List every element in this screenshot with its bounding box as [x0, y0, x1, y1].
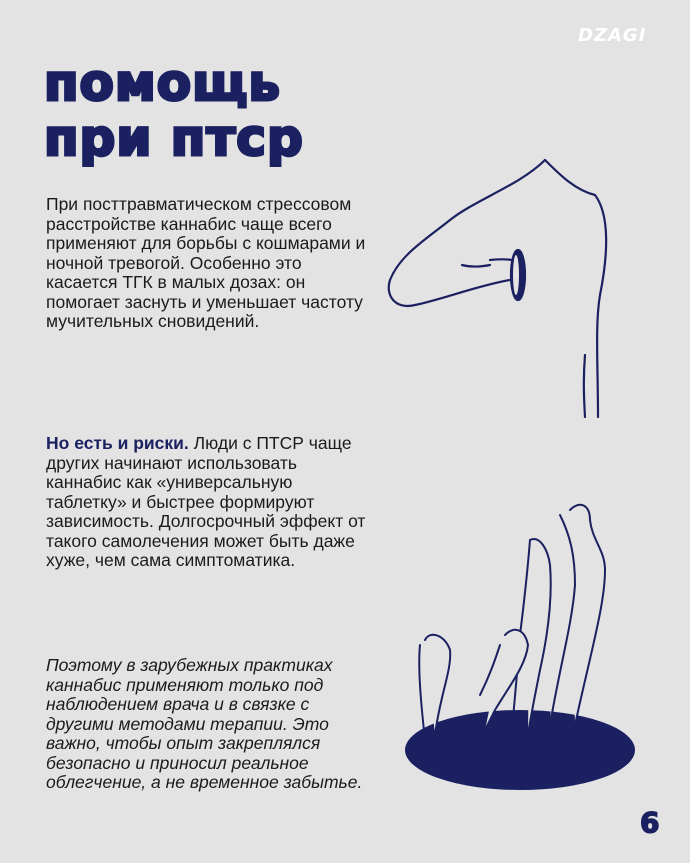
arm-illustration	[380, 155, 680, 435]
paragraph-conclusion: Поэтому в зарубежных практиках каннабис применяют только под наблюдением врача и в связке с другими методами терапии. Это важно, чтобы опыт закреплялся безопасно и приносил реальное облегчение, а не временное забытье.	[46, 655, 363, 792]
risks-text: Люди с ПТСР чаще других начинают использовать каннабис как «универсальную таблетку» и быстрее формируют зависимость. Долгосрочный эффект от такого самолечения может быть даже хуже, чем сама симптоматика.	[46, 433, 366, 570]
title-line-2: при птср	[44, 109, 304, 167]
risks-highlight: Но есть и риски.	[46, 433, 189, 453]
title-line-1: помощь	[44, 54, 282, 112]
brand-logo: DZAGI	[578, 25, 647, 46]
page-title	[44, 56, 304, 166]
page-number: 6	[640, 806, 660, 839]
legs-hands-illustration	[400, 495, 690, 805]
paragraph-risks	[46, 434, 376, 571]
paragraph-intro: При посттравматическом стрессовом расстройстве каннабис чаще всего применяют для борьбы с кошмарами и ночной тревогой. Особенно это касается ТГК в малых дозах: он помогает заснуть и уменьшает частоту мучительных сновидений.	[46, 194, 366, 331]
